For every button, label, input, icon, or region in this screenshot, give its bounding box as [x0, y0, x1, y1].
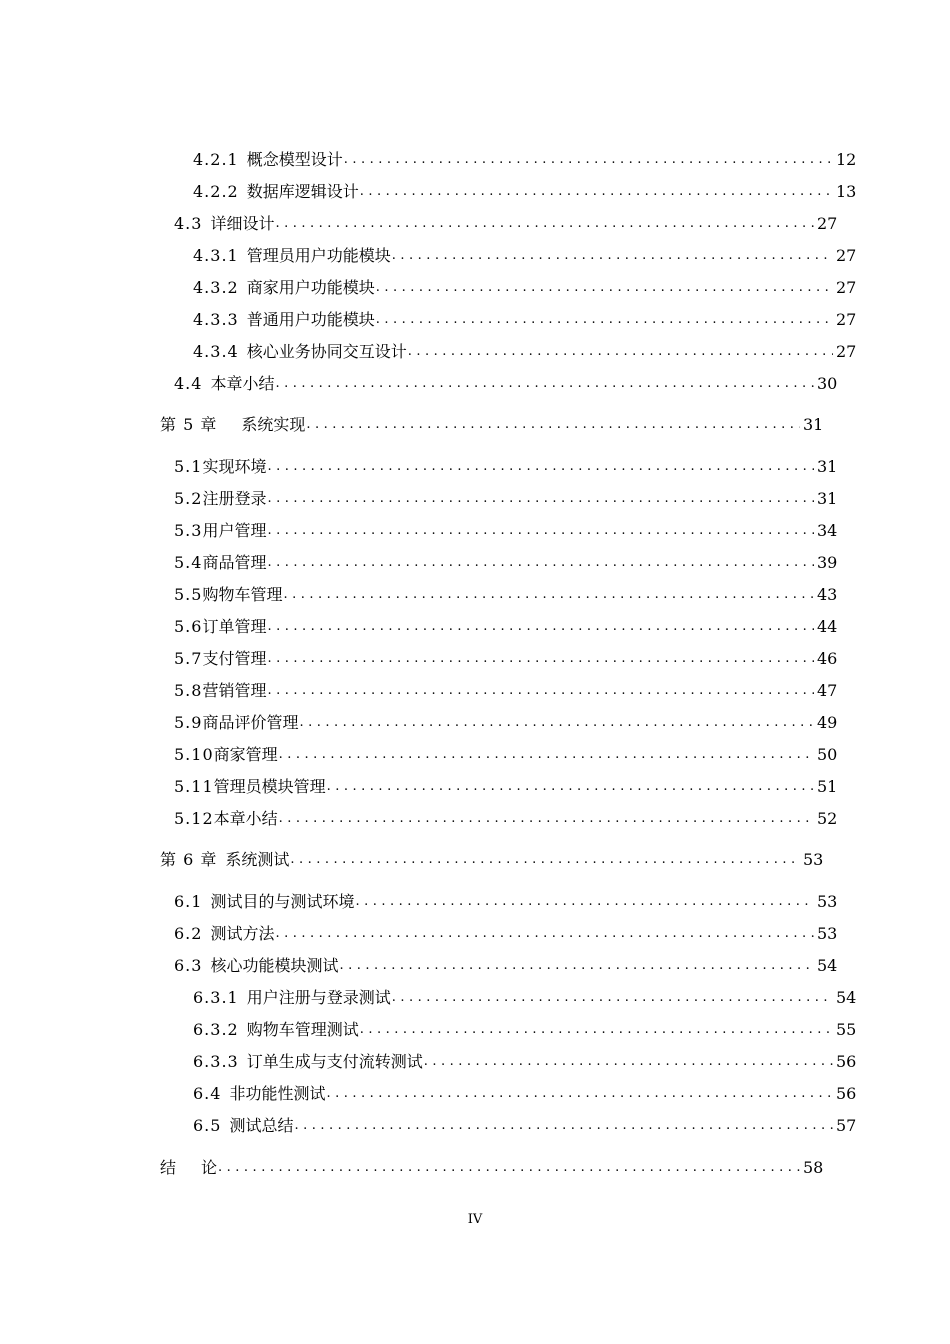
toc-entry-5-6[interactable] — [160, 605, 837, 637]
toc-entry-5-1[interactable] — [160, 445, 837, 477]
toc-entry-page: 55 — [836, 1020, 857, 1039]
toc-entry-6-5[interactable] — [160, 1104, 856, 1136]
toc-entry-page: 39 — [817, 553, 838, 572]
toc-entry-title: 购物车管理 — [202, 585, 283, 604]
toc-entry-title: 核心业务协同交互设计 — [246, 342, 407, 361]
toc-entry-page: 34 — [817, 521, 838, 540]
dot-leader — [290, 850, 800, 870]
dot-leader — [267, 681, 814, 701]
dot-leader — [275, 214, 814, 234]
toc-entry-page: 54 — [817, 956, 838, 975]
toc-entry-number: 5.8 — [174, 681, 203, 700]
toc-entry-page: 51 — [817, 777, 838, 796]
toc-entry-number: 5.9 — [174, 713, 203, 732]
toc-entry-title: 用户管理 — [202, 521, 267, 540]
toc-entry-4-3-3[interactable] — [160, 298, 856, 330]
dot-leader — [218, 1158, 800, 1178]
toc-entry-6-3[interactable] — [160, 944, 837, 976]
toc-entry-title: 详细设计 — [210, 214, 275, 233]
toc-entry-number: 4.3.4 — [193, 342, 239, 361]
toc-entry-number: 5.2 — [174, 489, 203, 508]
dot-leader — [360, 182, 833, 202]
toc-entry-page: 54 — [836, 988, 857, 1007]
toc-entry-number: 4.4 — [174, 374, 203, 393]
toc-entry-page: 57 — [836, 1116, 857, 1135]
toc-entry-page: 12 — [836, 150, 857, 169]
toc-entry-number: 6.4 — [193, 1084, 222, 1103]
toc-entry-number: 5.6 — [174, 617, 203, 636]
toc-entry-title: 本章小结 — [210, 374, 275, 393]
dot-leader — [267, 521, 814, 541]
toc-entry-5-8[interactable] — [160, 669, 837, 701]
toc-entry-title: 测试目的与测试环境 — [210, 892, 355, 911]
toc-entry-page: 13 — [836, 182, 857, 201]
toc-entry-4-3[interactable] — [160, 202, 837, 234]
toc-entry-chapter-6[interactable] — [160, 838, 823, 870]
toc-entry-number: 5.11 — [174, 777, 214, 796]
toc-entry-page: 27 — [836, 278, 857, 297]
toc-entry-chapter-5[interactable] — [160, 403, 823, 435]
toc-entry-4-3-1[interactable] — [160, 234, 856, 266]
toc-entry-title: 订单管理 — [202, 617, 267, 636]
toc-entry-title: 核心功能模块测试 — [210, 956, 339, 975]
toc-entry-5-3[interactable] — [160, 509, 837, 541]
toc-entry-number: 第 5 章 — [160, 415, 218, 434]
toc-entry-5-11[interactable] — [160, 765, 837, 797]
toc-entry-title: 概念模型设计 — [246, 150, 343, 169]
dot-leader — [306, 415, 800, 435]
toc-entry-page: 27 — [836, 310, 857, 329]
toc-entry-number: 6.3.1 — [193, 988, 239, 1007]
toc-entry-4-3-4[interactable] — [160, 330, 856, 362]
toc-entry-page: 27 — [817, 214, 838, 233]
toc-entry-number: 4.2.2 — [193, 182, 239, 201]
dot-leader — [267, 553, 814, 573]
toc-entry-title: 系统测试 — [225, 850, 290, 869]
toc-entry-number: 5.7 — [174, 649, 203, 668]
toc-entry-conclusion[interactable] — [160, 1146, 823, 1178]
dot-leader — [283, 585, 814, 605]
toc-entry-page: 53 — [817, 924, 838, 943]
toc-entry-number: 5.1 — [174, 457, 203, 476]
toc-entry-title: 商家用户功能模块 — [246, 278, 375, 297]
dot-leader — [392, 246, 833, 266]
dot-leader — [267, 489, 814, 509]
toc-entry-title: 商品管理 — [202, 553, 267, 572]
toc-entry-page: 49 — [817, 713, 838, 732]
toc-entry-page: 47 — [817, 681, 838, 700]
toc-entry-title: 注册登录 — [202, 489, 267, 508]
toc-entry-page: 50 — [817, 745, 838, 764]
toc-entry-number: 5.10 — [174, 745, 214, 764]
toc-entry-page: 53 — [817, 892, 838, 911]
toc-entry-6-3-2[interactable] — [160, 1008, 856, 1040]
toc-entry-page: 53 — [803, 850, 824, 869]
toc-entry-5-7[interactable] — [160, 637, 837, 669]
toc-entry-6-3-1[interactable] — [160, 976, 856, 1008]
toc-entry-page: 44 — [817, 617, 838, 636]
toc-entry-title: 论 — [201, 1158, 218, 1177]
toc-entry-page: 31 — [817, 489, 838, 508]
toc-entry-6-1[interactable] — [160, 880, 837, 912]
toc-entry-4-4[interactable] — [160, 362, 837, 394]
dot-leader — [267, 649, 814, 669]
toc-entry-number: 4.3.2 — [193, 278, 239, 297]
toc-entry-page: 52 — [817, 809, 838, 828]
toc-entry-4-2-2[interactable] — [160, 170, 856, 202]
toc-entry-title: 测试总结 — [229, 1116, 294, 1135]
toc-entry-page: 56 — [836, 1052, 857, 1071]
toc-entry-title: 用户注册与登录测试 — [246, 988, 391, 1007]
toc-entry-number: 6.3 — [174, 956, 203, 975]
toc-entry-page: 30 — [817, 374, 838, 393]
toc-entry-number: 6.1 — [174, 892, 203, 911]
toc-entry-title: 购物车管理测试 — [246, 1020, 359, 1039]
toc-entry-number: 6.2 — [174, 924, 203, 943]
toc-entry-title: 非功能性测试 — [229, 1084, 326, 1103]
toc-entry-page: 31 — [817, 457, 838, 476]
dot-leader — [267, 617, 814, 637]
dot-leader — [275, 374, 814, 394]
toc-entry-4-2-1[interactable] — [160, 138, 856, 170]
toc-entry-6-2[interactable] — [160, 912, 837, 944]
dot-leader — [344, 150, 833, 170]
toc-entry-title: 普通用户功能模块 — [246, 310, 375, 329]
toc-entry-number: 6.3.2 — [193, 1020, 239, 1039]
toc-entry-number: 4.2.1 — [193, 150, 239, 169]
toc-entry-title: 管理员模块管理 — [213, 777, 326, 796]
dot-leader — [294, 1116, 833, 1136]
toc-entry-title: 系统实现 — [241, 415, 306, 434]
dot-leader — [360, 1020, 833, 1040]
toc-entry-title: 数据库逻辑设计 — [246, 182, 359, 201]
toc-entry-6-3-3[interactable] — [160, 1040, 856, 1072]
toc-entry-title: 实现环境 — [202, 457, 267, 476]
toc-entry-title: 营销管理 — [202, 681, 267, 700]
toc-entry-number: 4.3 — [174, 214, 203, 233]
dot-leader — [279, 809, 814, 829]
toc-entry-4-3-2[interactable] — [160, 266, 856, 298]
toc-entry-5-10[interactable] — [160, 733, 837, 765]
toc-entry-number: 5.5 — [174, 585, 203, 604]
toc-entry-number: 5.12 — [174, 809, 214, 828]
dot-leader — [299, 713, 814, 733]
toc-entry-number: 6.5 — [193, 1116, 222, 1135]
toc-entry-page: 46 — [817, 649, 838, 668]
toc-entry-number: 5.4 — [174, 553, 203, 572]
toc-entry-page: 43 — [817, 585, 838, 604]
dot-leader — [392, 988, 833, 1008]
toc-entry-number: 第 6 章 — [160, 850, 218, 869]
dot-leader — [376, 278, 833, 298]
toc-entry-title: 商品评价管理 — [202, 713, 299, 732]
dot-leader — [326, 1084, 833, 1104]
toc-entry-number: 结 — [160, 1158, 178, 1177]
dot-leader — [279, 745, 814, 765]
toc-entry-title: 本章小结 — [213, 809, 278, 828]
dot-leader — [267, 457, 814, 477]
toc-entry-title: 商家管理 — [213, 745, 278, 764]
toc-entry-5-12[interactable] — [160, 797, 837, 829]
toc-entry-page: 27 — [836, 246, 857, 265]
toc-entry-title: 测试方法 — [210, 924, 275, 943]
toc-entry-5-9[interactable] — [160, 701, 837, 733]
toc-entry-5-2[interactable] — [160, 477, 837, 509]
toc-entry-page: 31 — [803, 415, 824, 434]
toc-entry-title: 支付管理 — [202, 649, 267, 668]
toc-entry-page: 58 — [803, 1158, 824, 1177]
dot-leader — [355, 892, 814, 912]
dot-leader — [275, 924, 814, 944]
dot-leader — [327, 777, 814, 797]
dot-leader — [339, 956, 814, 976]
toc-entry-number: 4.3.1 — [193, 246, 239, 265]
toc-entry-page: 27 — [836, 342, 857, 361]
dot-leader — [424, 1052, 833, 1072]
toc-entry-number: 5.3 — [174, 521, 203, 540]
toc-entry-title: 订单生成与支付流转测试 — [246, 1052, 423, 1071]
toc-entry-number: 6.3.3 — [193, 1052, 239, 1071]
toc-entry-page: 56 — [836, 1084, 857, 1103]
dot-leader — [376, 310, 833, 330]
toc-entry-6-4[interactable] — [160, 1072, 856, 1104]
toc-entry-number: 4.3.3 — [193, 310, 239, 329]
toc-entry-5-4[interactable] — [160, 541, 837, 573]
page-number-footer: IV — [467, 1212, 483, 1227]
toc-entry-5-5[interactable] — [160, 573, 837, 605]
dot-leader — [408, 342, 833, 362]
toc-entry-title: 管理员用户功能模块 — [246, 246, 391, 265]
